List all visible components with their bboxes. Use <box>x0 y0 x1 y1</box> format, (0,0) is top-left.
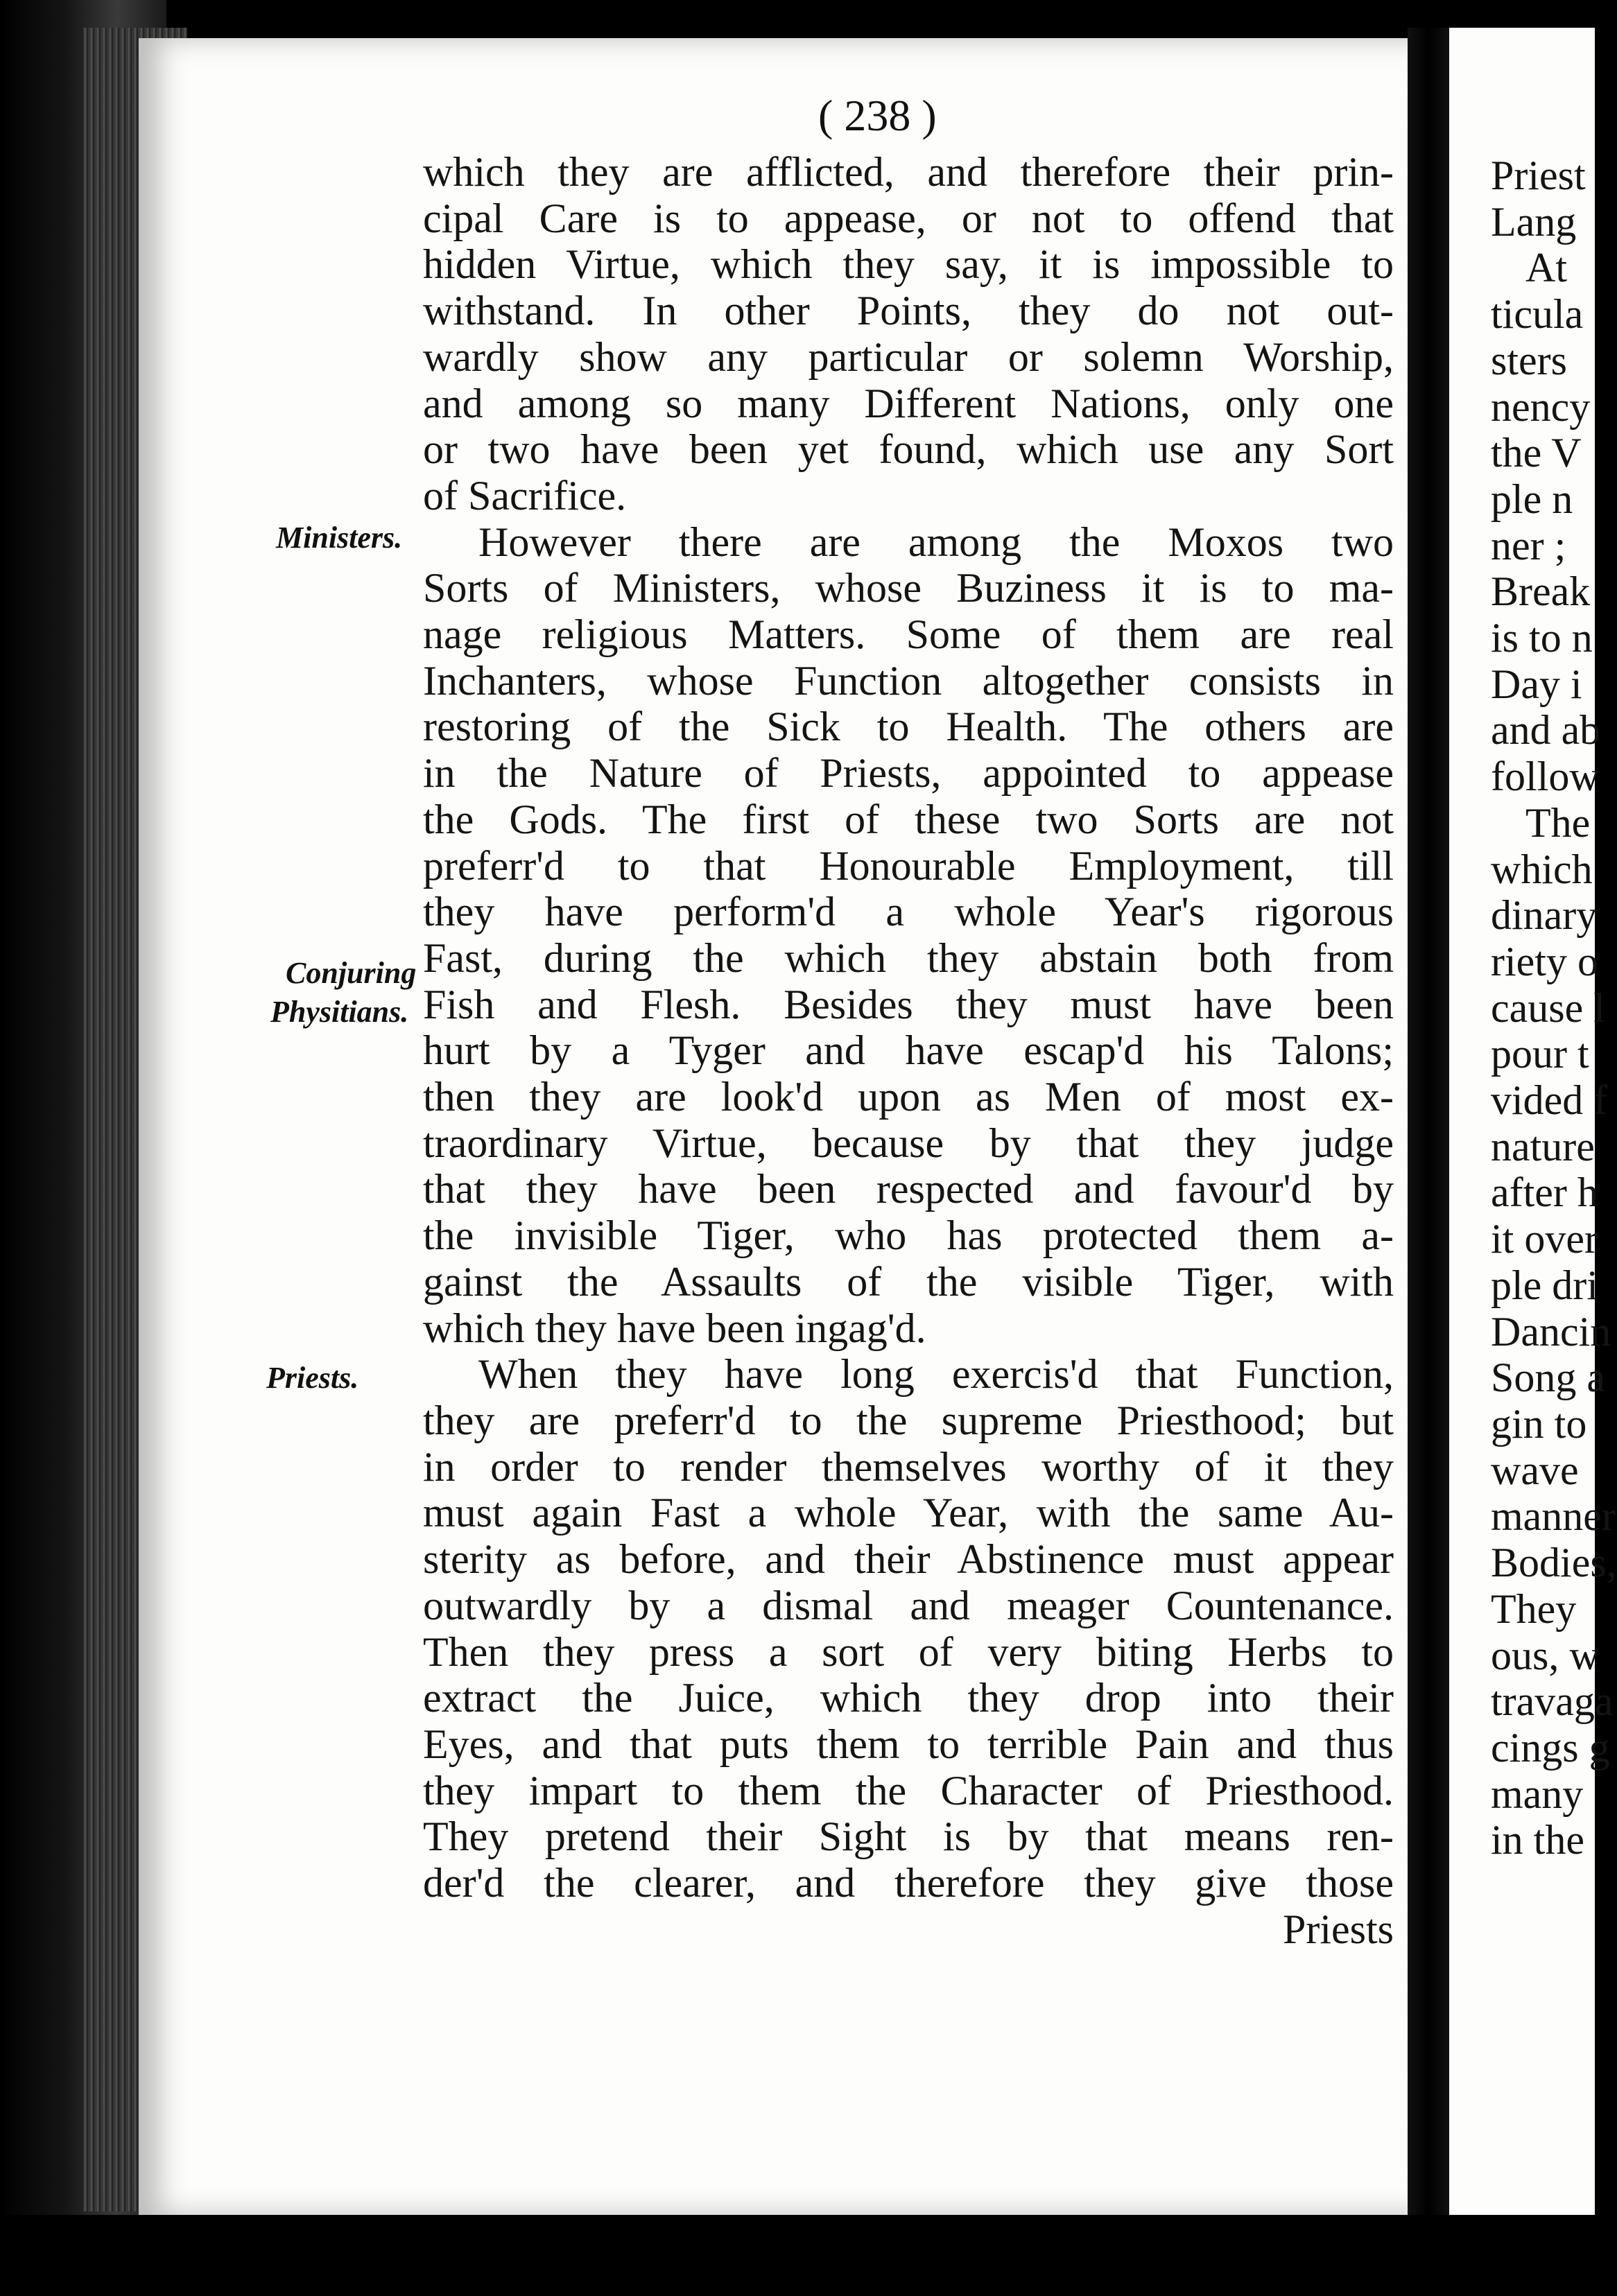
text-line: traordinary Virtue, because by that they judge <box>423 1120 1394 1166</box>
margin-note-physitians: Physitians. <box>270 995 409 1029</box>
text-line: of Sacrifice. <box>423 472 627 519</box>
text-line: or two have been yet found, which use any Sort <box>423 426 1394 473</box>
text-line: in order to render themselves worthy of it they <box>423 1443 1394 1490</box>
text-line: Inchanters, whose Function altogether consists in <box>423 657 1394 704</box>
page-number: ( 238 ) <box>818 91 937 140</box>
right-line: Bodies, <box>1491 1540 1617 1586</box>
bottom-shadow <box>0 2215 1595 2296</box>
margin-note-conjuring: Conjuring <box>286 956 417 990</box>
text-line: the Gods. The first of these two Sorts are not <box>423 796 1394 842</box>
text-line: restoring of the Sick to Health. The others are <box>423 704 1394 750</box>
right-line: cings g <box>1491 1724 1610 1771</box>
text-line: withstand. In other Points, they do not out- <box>423 288 1394 334</box>
text-line: However there are among the Moxos two <box>478 519 1394 565</box>
body-text <box>423 149 1394 1952</box>
right-line: ner ; <box>1491 522 1566 568</box>
text-line: the invisible Tiger, who has protected them a- <box>423 1212 1394 1259</box>
catchword: Priests <box>1282 1906 1394 1952</box>
text-line: Fish and Flesh. Besides they must have been <box>423 981 1394 1027</box>
right-line: and ab <box>1491 707 1601 754</box>
right-line: ous, w <box>1491 1632 1600 1678</box>
right-line: At <box>1525 245 1567 291</box>
text-line: nage religious Matters. Some of them are real <box>423 611 1394 658</box>
text-line: sterity as before, and their Abstinence must appear <box>423 1536 1394 1583</box>
text-line: preferr'd to that Honourable Employment, till <box>423 842 1394 889</box>
text-line: They pretend their Sight is by that means ren- <box>423 1814 1394 1860</box>
text-line: extract the Juice, which they drop into their <box>423 1675 1394 1721</box>
text-line: Fast, during the which they abstain both from <box>423 934 1394 981</box>
right-line: vided f <box>1491 1077 1608 1124</box>
text-line: which they have been ingag'd. <box>423 1305 926 1351</box>
right-line: is to n <box>1491 615 1593 661</box>
right-line: ticula <box>1491 291 1584 338</box>
right-line: ple n <box>1491 476 1573 522</box>
text-line: der'd the clearer, and therefore they give those <box>423 1860 1394 1906</box>
right-line: Song a <box>1491 1355 1605 1401</box>
right-line: the V <box>1491 430 1582 476</box>
right-line: pour t <box>1491 1031 1589 1077</box>
right-line: manner <box>1491 1493 1616 1540</box>
right-line: gin to <box>1491 1400 1587 1447</box>
book-gutter <box>1408 28 1449 2281</box>
right-line: Break <box>1491 568 1591 615</box>
text-line: When they have long exercis'd that Function, <box>478 1351 1394 1398</box>
right-line: riety o <box>1491 938 1598 984</box>
margin-note-ministers: Ministers. <box>276 521 403 555</box>
right-line: Day i <box>1491 661 1582 707</box>
right-line: in the <box>1491 1817 1584 1863</box>
text-line: in the Nature of Priests, appointed to appease <box>423 750 1394 797</box>
text-line: outwardly by a dismal and meager Countenance. <box>423 1582 1394 1628</box>
right-line: which <box>1491 846 1593 892</box>
right-line: wave <box>1491 1447 1579 1493</box>
text-line: Then they press a sort of very biting Herbs to <box>423 1628 1394 1675</box>
right-line: dinary <box>1491 892 1598 939</box>
text-line: wardly show any particular or solemn Worship, <box>423 333 1394 380</box>
right-line: ple dri <box>1491 1262 1598 1308</box>
text-line: then they are look'd upon as Men of most ex- <box>423 1074 1394 1120</box>
right-line: travaga <box>1491 1678 1614 1725</box>
text-line: gainst the Assaults of the visible Tiger, with <box>423 1258 1394 1305</box>
right-line: Lang <box>1491 198 1577 245</box>
right-line: nature <box>1491 1123 1595 1169</box>
right-line: Dancin <box>1491 1308 1611 1355</box>
right-line: many <box>1491 1771 1584 1817</box>
right-line: it over <box>1491 1216 1598 1262</box>
text-line: that they have been respected and favour'd by <box>423 1166 1394 1212</box>
text-line: Sorts of Ministers, whose Buziness it is to ma- <box>423 565 1394 611</box>
right-line: The <box>1525 799 1591 846</box>
text-line: must again Fast a whole Year, with the same Au- <box>423 1490 1394 1536</box>
right-line: follow <box>1491 754 1600 800</box>
text-line: they are preferr'd to the supreme Priesthood; but <box>423 1397 1394 1443</box>
right-page <box>1449 28 1617 2281</box>
text-line: hidden Virtue, which they say, it is impossible to <box>423 241 1394 288</box>
margin-note-priests: Priests. <box>266 1361 359 1395</box>
text-line: which they are afflicted, and therefore their prin- <box>423 149 1394 195</box>
right-line: sters <box>1491 337 1567 383</box>
right-page-text <box>1491 153 1617 1863</box>
right-line: nency <box>1491 383 1591 430</box>
right-line: cause l <box>1491 984 1605 1031</box>
right-line: They <box>1491 1585 1577 1632</box>
text-line: cipal Care is to appease, or not to offend that <box>423 195 1394 241</box>
text-line: they impart to them the Character of Priesthood. <box>423 1767 1394 1814</box>
right-line: Priest <box>1491 153 1586 198</box>
right-line: after h <box>1491 1169 1598 1216</box>
text-line: and among so many Different Nations, only one <box>423 380 1394 426</box>
text-line: hurt by a Tyger and have escap'd his Talons; <box>423 1027 1394 1074</box>
text-line: Eyes, and that puts them to terrible Pain and thus <box>423 1721 1394 1767</box>
text-line: they have perform'd a whole Year's rigorous <box>423 889 1394 935</box>
